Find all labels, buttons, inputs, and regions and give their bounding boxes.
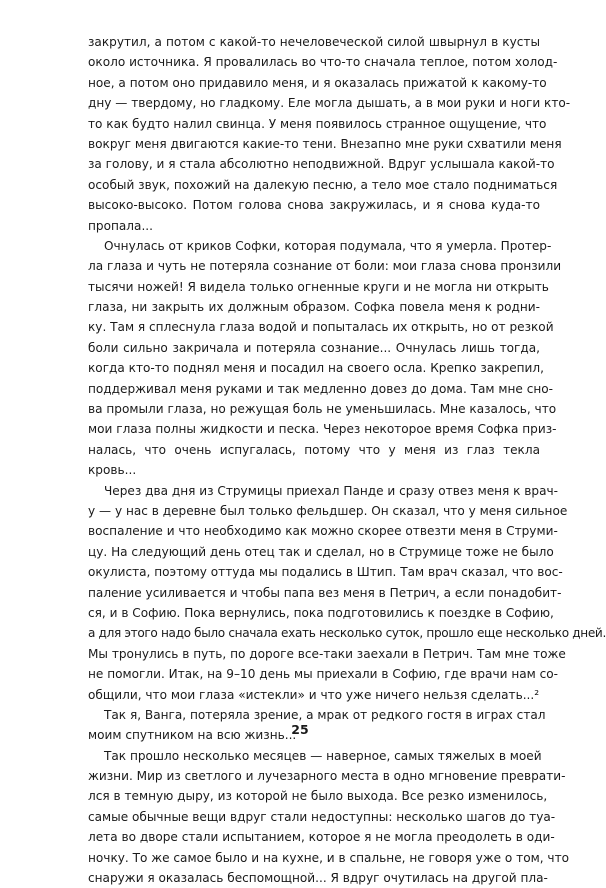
text-line: Мы тронулись в путь, по дороге все-таки заехали в Петрич. Там мне тоже: [88, 646, 566, 661]
page-number: 25: [291, 722, 309, 737]
text-line: особый звук, похожий на далекую песню, а тело мое стало подниматься: [88, 177, 558, 192]
text-line: закрутил, а потом с какой-то нечеловеческой силой швырнул в кусты: [88, 35, 540, 49]
body-text: [88, 32, 606, 888]
text-line: Через два дня из Струмицы приехал Панде и сразу отвез меня к врач-: [104, 483, 559, 498]
text-line: ночку. То же самое было и на кухне, и в спальне, не говоря уже о том, что: [88, 850, 570, 865]
text-line: ное, а потом оно придавило меня, и я оказалась прижатой к какому-то: [88, 75, 547, 90]
text-line: высоко-высоко. Потом голова снова закружилась, и я снова куда-то: [88, 198, 540, 213]
text-line: когда кто-то поднял меня и посадил на своего осла. Крепко закрепил,: [88, 361, 544, 376]
text-line: кровь...: [88, 463, 137, 478]
text-line: то как будто налил свинца. У меня появилось странное ощущение, что: [88, 116, 547, 131]
text-line: снаружи я оказалась беспомощной... Я вдруг очутилась на другой пла-: [88, 871, 548, 886]
text-line: поддерживал меня руками и так медленно довез до дома. Там мне сно-: [88, 381, 554, 396]
text-line: ва промыли глаза, но режущая боль не уменьшилась. Мне казалось, что: [88, 402, 557, 417]
text-line: воспаление и что необходимо как можно скорее отвезти меня в Струми-: [88, 524, 558, 539]
text-line: Так прошло несколько месяцев — наверное, самых тяжелых в моей: [104, 748, 542, 763]
text-line: цу. На следующий день отец так и сделал, но в Струмице тоже не было: [88, 544, 554, 559]
text-line: за голову, и я стала абсолютно неподвижной. Вдруг услышала какой-то: [88, 157, 555, 172]
text-line: Очнулась от криков Софки, которая подумала, что я умерла. Протер-: [104, 238, 552, 253]
text-line: самые обычные вещи вдруг стали недоступны: несколько шагов до туа-: [88, 809, 556, 824]
text-line: моим спутником на всю жизнь...: [88, 728, 297, 743]
text-line: вокруг меня двигаются какие-то тени. Внезапно мне руки схватили меня: [88, 136, 562, 151]
text-line: паление усиливается и чтобы папа вез меня в Петрич, а если понадобит-: [88, 585, 562, 600]
text-line: налась, что очень испугалась, потому что у меня из глаз текла: [88, 442, 540, 457]
text-line: ку. Там я сплеснула глаза водой и попыталась их открыть, но от резкой: [88, 320, 554, 335]
paragraph-3: [88, 481, 606, 705]
text-line: Так я, Ванга, потеряла зрение, а мрак от редкого гостя в играх стал: [104, 707, 546, 722]
text-line: лета во дворе стали испытанием, которое я не могла преодолеть в оди-: [88, 830, 555, 845]
paragraph-5: [88, 746, 570, 888]
text-line: окулиста, поэтому оттуда мы подались в Штип. Там врач сказал, что вос-: [88, 565, 563, 580]
text-line: жизни. Мир из светлого и лучезарного места в одно мгновение преврати-: [88, 769, 566, 784]
text-line: глаза, ни закрыть их должным образом. Софка повела меня к родни-: [88, 300, 540, 315]
text-line: пропала...: [88, 218, 153, 233]
text-line: у — у нас в деревне был только фельдшер. Он сказал, что у меня сильное: [88, 503, 568, 518]
text-line: мои глаза полны жидкости и песка. Через некоторое время Софка приз-: [88, 422, 557, 437]
text-line: ла глаза и чуть не потеряла сознание от боли: мои глаза снова пронзили: [88, 259, 562, 274]
text-line: лся в темную дыру, из которой не было выхода. Все резко изменилось,: [88, 789, 548, 804]
paragraph-2: [88, 236, 562, 481]
text-line: около источника. Я провалилась во что-то сначала теплое, потом холод-: [88, 55, 558, 70]
text-line: общили, что мои глаза «истекли» и что уже ничего нельзя сделать...²: [88, 687, 540, 702]
text-line: дну — твердому, но гладкому. Еле могла дышать, а в мои руки и ноги кто-: [88, 96, 571, 111]
paragraph-1: [88, 32, 571, 236]
text-line: боли сильно закричала и потеряла сознание... Очнулась лишь тогда,: [88, 340, 540, 355]
text-line: не помогли. Итак, на 9–10 день мы приехали в Софию, где врачи нам со-: [88, 667, 559, 682]
text-line: ся, и в Софию. Пока вернулись, пока подготовились к поездке в Софию,: [88, 605, 554, 620]
text-line: а для этого надо было сначала ехать несколько суток, прошло еще несколько дней.: [88, 626, 606, 641]
text-line: тысячи ножей! Я видела только огненные круги и не могла ни открыть: [88, 279, 549, 294]
